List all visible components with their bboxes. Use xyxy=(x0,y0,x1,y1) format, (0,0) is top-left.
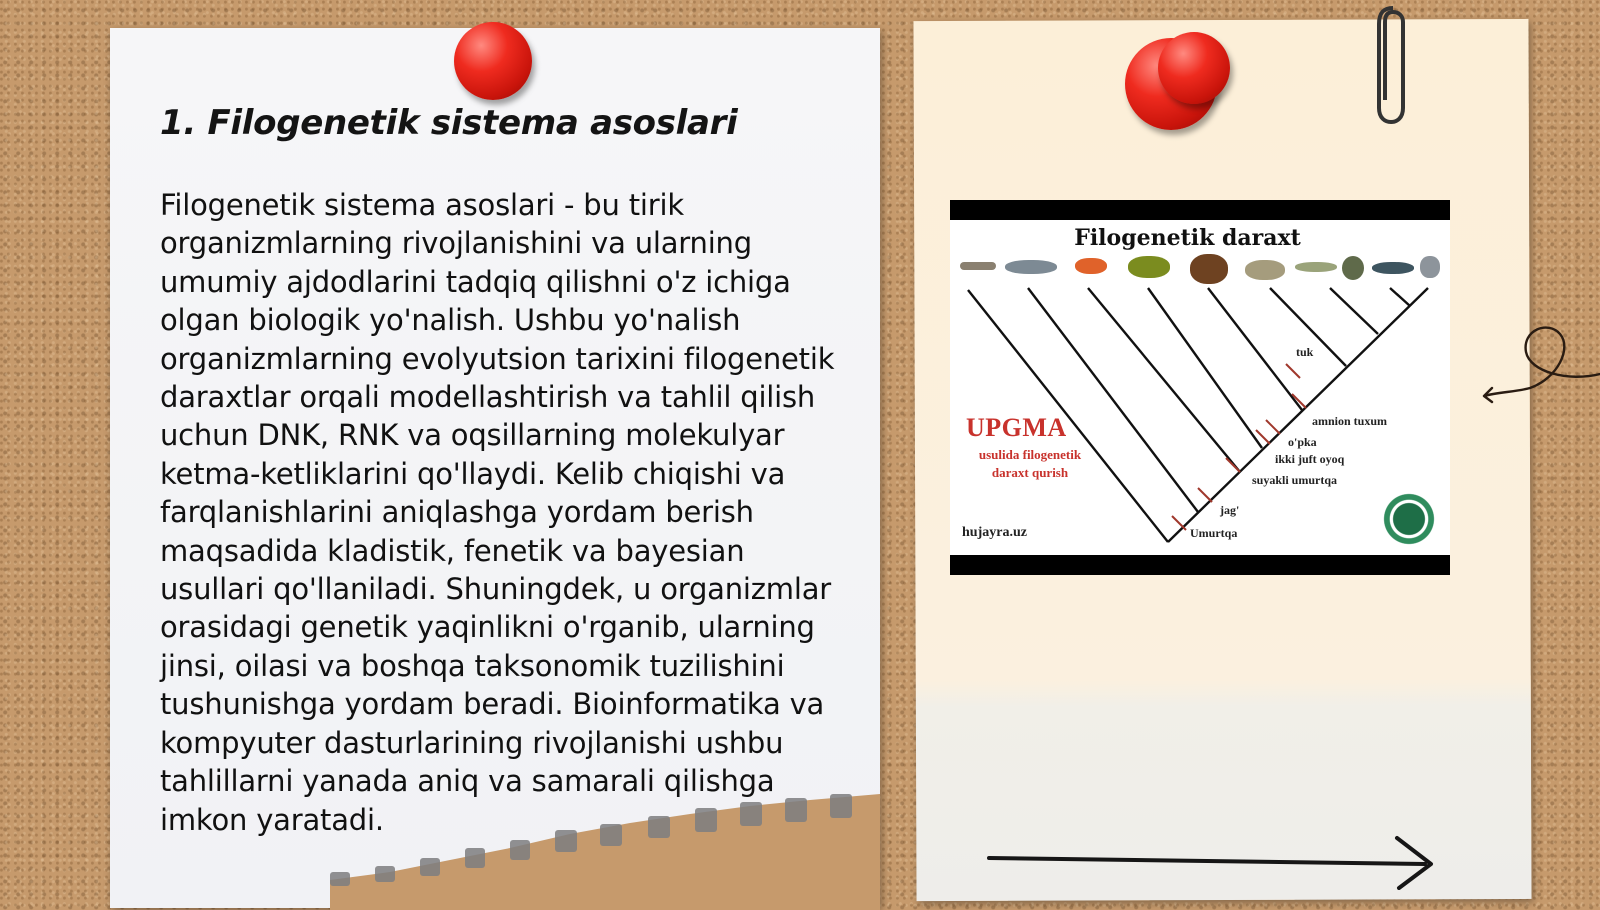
method-caption-line2: daraxt qurish xyxy=(991,465,1069,480)
scribble-arrow-icon xyxy=(1478,312,1600,412)
method-label: UPGMA xyxy=(966,413,1067,442)
hujayra-logo-icon xyxy=(1380,490,1438,548)
trait-label: ikki juft oyoq xyxy=(1275,452,1345,466)
diagram-title: Filogenetik daraxt xyxy=(1074,225,1301,251)
slide-paragraph: Filogenetik sistema asoslari - bu tirik organizmlarning rivojlanishini va ularning umumiy ajdodlarini tadqiq qilishni o'z ichiga olgan biologik yo'nalish. Ushbu yo'nalish organizmlarning evolyutsion tarixini filogenetik daraxtlar orqali modellashtirish va tahlil qilish uchun DNK, RNK va oqsillarning molekulyar ketma-ketliklarini qo'llaydi. Kelib chiqishi va farqlanishlarini aniqlashga yordam berish maqsadida kladistik, fenetik va bayesian usullari qo'llaniladi. Shuningdek, u organizmlar orasidagi genetik yaqinlikni o'rganib, ularning jinsi, oilasi va boshqa taksonomik tuzilishini tushunishga yordam beradi. Bioinformatika va kompyuter dasturlarining rivojlanishi ushbu tahlillarni yanada aniq va samarali qilishga imkon yaratadi. xyxy=(160,188,835,837)
trait-label: suyakli umurtqa xyxy=(1252,473,1338,487)
trait-label: Umurtqa xyxy=(1190,526,1238,540)
trait-label: tuk xyxy=(1296,345,1314,359)
method-caption xyxy=(960,446,1100,482)
paperclip-icon xyxy=(1373,0,1413,125)
red-pushpin-icon xyxy=(1158,32,1230,104)
trait-label: o'pka xyxy=(1288,435,1317,449)
slide-title: 1. Filogenetik sistema asoslari xyxy=(160,103,738,143)
method-caption-line1: usulida filogenetik xyxy=(978,447,1082,462)
trait-label: amnion tuxum xyxy=(1312,414,1388,428)
trait-label: jag' xyxy=(1220,503,1240,517)
phylogenetic-tree xyxy=(950,220,1450,555)
source-label: hujayra.uz xyxy=(962,525,1027,540)
next-arrow-icon xyxy=(985,830,1445,890)
red-pushpin-icon xyxy=(454,22,532,100)
